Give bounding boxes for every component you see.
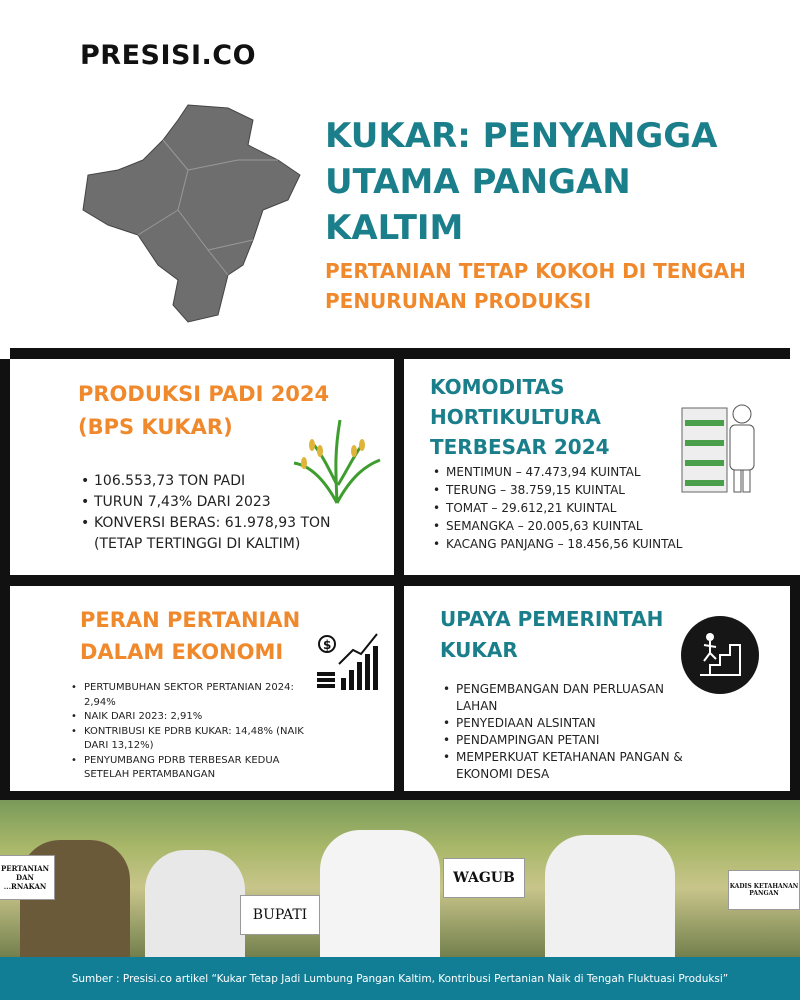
list-item: • TERUNG – 38.759,15 KUINTAL bbox=[430, 481, 770, 499]
upaya-list bbox=[440, 681, 690, 783]
rice-plant-icon bbox=[292, 415, 382, 505]
list-item: • NAIK DARI 2023: 2,91% bbox=[68, 710, 313, 725]
brand-logo: PRESISI.CO bbox=[80, 40, 257, 71]
peran-list bbox=[68, 681, 313, 783]
list-item: • PENGEMBANGAN DAN PERLUASAN LAHAN bbox=[440, 681, 690, 715]
section-heading: KOMODITAS HORTIKULTURA TERBESAR 2024 bbox=[430, 375, 610, 459]
list-item: • SEMANGKA – 20.005,63 KUINTAL bbox=[430, 517, 770, 535]
officials-harvest-photo bbox=[0, 800, 800, 960]
list-item: • PERTUMBUHAN SEKTOR PERTANIAN 2024: 2,94% bbox=[68, 681, 313, 710]
list-item: • KACANG PANJANG – 18.456,56 KUINTAL bbox=[430, 535, 770, 553]
divider bbox=[790, 586, 800, 796]
list-item: • MEMPERKUAT KETAHANAN PANGAN & EKONOMI DESA bbox=[440, 749, 690, 783]
list-item: • 106.553,73 TON PADI bbox=[78, 471, 378, 492]
section-heading: UPAYA PEMERINTAH KUKAR bbox=[440, 607, 664, 662]
person-climbing-stairs-icon bbox=[680, 615, 760, 695]
list-item: • TURUN 7,43% DARI 2023 bbox=[78, 492, 378, 513]
kukar-map-icon bbox=[78, 100, 303, 325]
hydroponic-farmer-icon bbox=[680, 400, 760, 495]
divider bbox=[0, 791, 800, 800]
photo-sign: BUPATI bbox=[240, 895, 320, 935]
divider bbox=[0, 359, 10, 799]
list-item: • TOMAT – 29.612,21 KUINTAL bbox=[430, 499, 770, 517]
photo-sign: PERTANIAN DAN ...RNAKAN bbox=[0, 855, 55, 900]
page-title: KUKAR: PENYANGGA UTAMA PANGAN KALTIM bbox=[325, 116, 718, 248]
page-subtitle: PERTANIAN TETAP KOKOH DI TENGAH PENURUNAN PRODUKSI bbox=[325, 259, 746, 313]
list-item: • KONVERSI BERAS: 61.978,93 TON (TETAP TERTINGGI DI KALTIM) bbox=[78, 513, 378, 555]
section-heading: PERAN PERTANIAN DALAM EKONOMI bbox=[80, 608, 301, 664]
money-growth-chart-icon bbox=[315, 630, 385, 692]
photo-sign: WAGUB bbox=[443, 858, 525, 898]
source-footer: Sumber : Presisi.co artikel “Kukar Tetap Jadi Lumbung Pangan Kaltim, Kontribusi Pertanian Naik di Tengah Fluktuasi Produksi” bbox=[0, 957, 800, 1000]
divider bbox=[10, 348, 790, 359]
svg-text:$: $ bbox=[323, 638, 332, 652]
list-item: • PENYEDIAAN ALSINTAN bbox=[440, 715, 690, 732]
list-item: • PENDAMPINGAN PETANI bbox=[440, 732, 690, 749]
list-item: • PENYUMBANG PDRB TERBESAR KEDUA SETELAH PERTAMBANGAN bbox=[68, 754, 313, 783]
list-item: • MENTIMUN – 47.473,94 KUINTAL bbox=[430, 463, 770, 481]
section-heading: PRODUKSI PADI 2024 (BPS KUKAR) bbox=[78, 382, 330, 439]
list-item: • KONTRIBUSI KE PDRB KUKAR: 14,48% (NAIK DARI 13,12%) bbox=[68, 725, 313, 754]
photo-sign: KADIS KETAHANAN PANGAN bbox=[728, 870, 800, 910]
